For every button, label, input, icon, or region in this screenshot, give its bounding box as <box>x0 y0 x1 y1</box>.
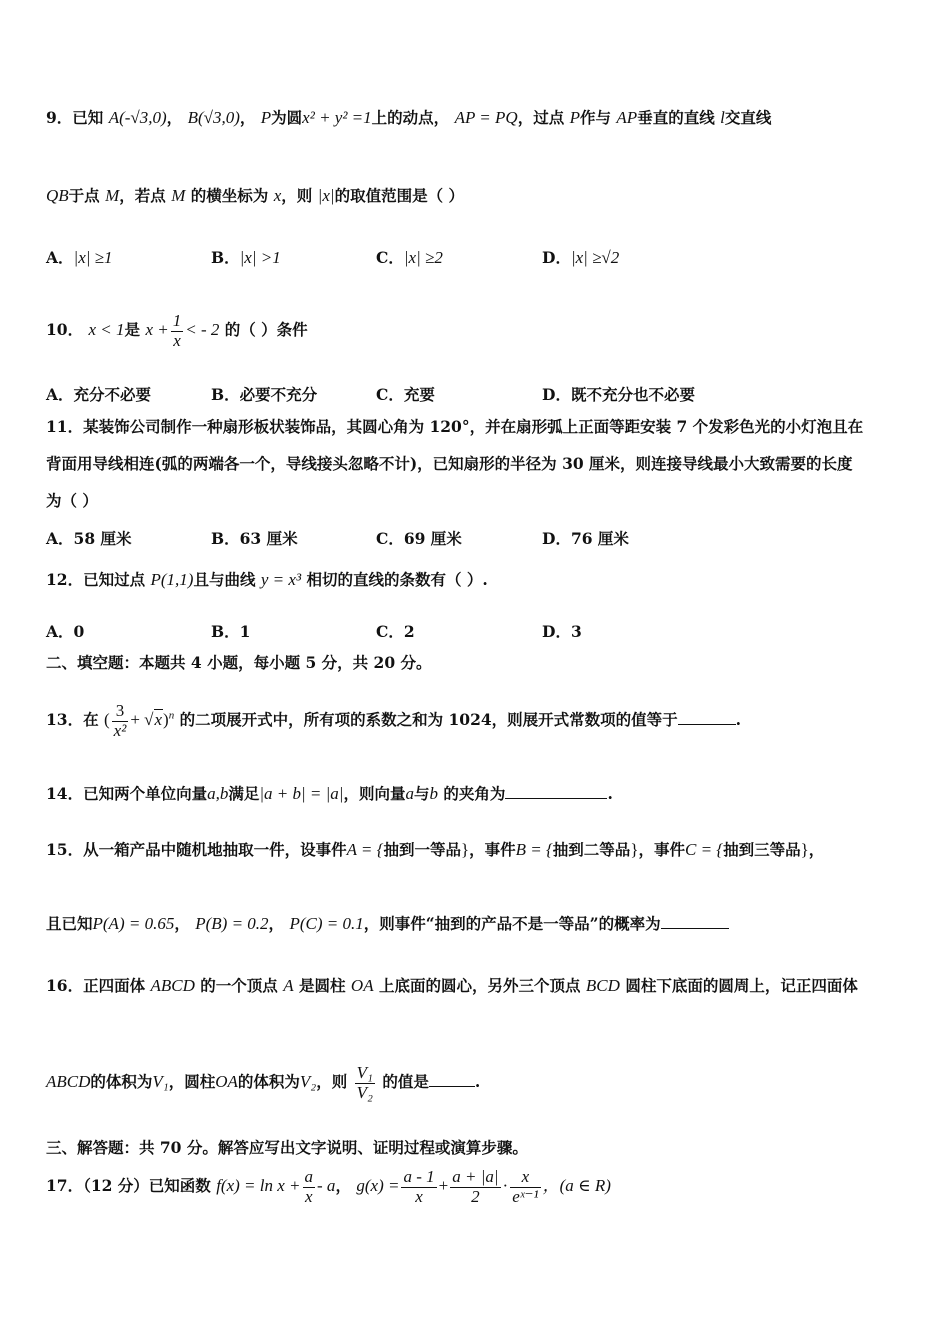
q9-moving: 上的动点， <box>371 108 450 127</box>
point-m-2: M <box>171 186 186 205</box>
q15-line1 <box>46 840 824 860</box>
q10-expr-left: x + <box>145 320 169 340</box>
q9-at-point: 于点 <box>68 186 100 205</box>
q12-point: P(1,1) <box>150 570 194 589</box>
option-label: D． <box>542 622 571 641</box>
event-c-text: 抽到三等品 <box>723 840 801 859</box>
q16-value: 的值是 <box>382 1072 429 1092</box>
event-a-text: 抽到一等品 <box>383 840 461 859</box>
q10-expr-right: < - 2 <box>185 320 220 340</box>
fraction-numerator: V₁ <box>356 1063 373 1082</box>
option-text: 充分不必要 <box>73 385 152 404</box>
tetrahedron-abcd-2: ABCD <box>46 1072 91 1092</box>
option-text: 必要不充分 <box>239 385 318 404</box>
option-label: C． <box>376 529 404 548</box>
option-label: D． <box>542 385 571 404</box>
fraction-denominator: x <box>415 1186 423 1206</box>
option-label: D． <box>542 529 571 548</box>
q16-lower: 圆柱下底面的圆周上，记正四面体 <box>625 976 858 995</box>
g-left: g(x) = <box>356 1176 400 1196</box>
q9-line1: 9．已知 A(-√3,0)， B(√3,0)， P为圆x² + y² =1上的动点， AP = PQ，过点 P作与 AP垂直的直线 l交直线 <box>46 108 772 127</box>
q9-option-c[interactable] <box>376 246 443 268</box>
q15-line2: 且已知P(A) = 0.65， P(B) = 0.2， P(C) = 0.1，则事件“抽到的产品不是一等品”的概率为 <box>46 914 729 934</box>
prob-c: P(C) = 0.1 <box>289 914 364 933</box>
fraction-numerator: a <box>304 1167 314 1186</box>
option-label: B． <box>211 248 240 267</box>
q17-comma: ， <box>335 1176 351 1196</box>
option-text: 63 厘米 <box>239 529 298 548</box>
plus-sign: + <box>438 1176 449 1196</box>
event-c: C = { <box>685 840 724 859</box>
q13-line <box>46 702 741 740</box>
q11-option-c[interactable] <box>376 527 462 549</box>
option-label: A． <box>46 248 74 267</box>
circle-equation: x² + y² =1 <box>302 108 372 127</box>
option-text: 69 厘米 <box>403 529 462 548</box>
q12-option-a[interactable] <box>46 620 84 642</box>
brace-close: } <box>630 840 639 859</box>
q16-number: 16．正四面体 <box>46 976 146 995</box>
line-l: l <box>720 108 725 127</box>
fraction-denominator: eˣ⁻¹ <box>512 1186 539 1206</box>
q16-answer-blank[interactable] <box>429 1072 475 1087</box>
q15-number: 15．从一箱产品中随机地抽取一件，设事件 <box>46 840 347 859</box>
option-label: A． <box>46 622 74 641</box>
q11-option-a[interactable] <box>46 527 132 549</box>
q14-then: ，则向量 <box>343 784 406 803</box>
q10-fraction <box>171 312 184 350</box>
q12-line <box>46 570 488 590</box>
g-fraction-1 <box>401 1168 436 1206</box>
q16-vertex: 的一个顶点 <box>200 976 278 995</box>
q10-is: 是 <box>124 320 141 340</box>
q10-option-a[interactable] <box>46 383 151 405</box>
q10-line <box>46 312 308 350</box>
q9-if-point: ，若点 <box>119 186 166 205</box>
option-label: B． <box>211 622 240 641</box>
point-p: P <box>260 108 272 127</box>
q16-cylinder: ，圆柱 <box>168 1072 216 1092</box>
fraction-numerator: 1 <box>172 311 182 330</box>
q11-line2: 背面用导线相连(弧的两端各一个，导线接头忽略不计)，已知扇形的半径为 30 厘米，则连接导线最小大致需要的长度 <box>46 454 853 473</box>
f-right: - a <box>317 1176 336 1196</box>
q9-range-of: 的取值范围是（ ） <box>334 186 464 205</box>
option-text: 76 厘米 <box>570 529 629 548</box>
option-label: C． <box>376 385 404 404</box>
section-3-heading: 三、解答题：共 70 分。解答应写出文字说明、证明过程或演算步骤。 <box>46 1138 528 1157</box>
option-label: B． <box>211 385 240 404</box>
f-fraction <box>303 1168 316 1206</box>
g-fraction-3 <box>510 1168 540 1206</box>
option-label: A． <box>46 385 74 404</box>
q9-intersect: 交直线 <box>724 108 772 127</box>
plus-sign: + <box>130 710 140 730</box>
q14-tail: 的夹角为 <box>443 784 506 803</box>
q16-vol-of: 的体积为 <box>90 1072 153 1092</box>
point-m: M <box>105 186 120 205</box>
q13-tail: 的二项展开式中，所有项的系数之和为 1024，则展开式常数项的值等于 <box>179 710 678 730</box>
event-b: B = { <box>515 840 553 859</box>
option-text: 3 <box>570 622 582 641</box>
q15-comma: ， <box>808 840 825 859</box>
section-2-heading: 二、填空题：本题共 4 小题，每小题 5 分，共 20 分。 <box>46 653 432 672</box>
volume-v1: V₁ <box>152 1072 169 1092</box>
q16-fraction <box>355 1064 375 1102</box>
q13-binomial: ( $\frac{3}{\text{x²}}$ + √x)$^n$ <box>103 701 175 740</box>
q9-perp-line: 垂直的直线 <box>637 108 715 127</box>
q15-event: ，事件 <box>469 840 516 859</box>
vector-a: a <box>405 784 414 803</box>
q10-option-d[interactable] <box>542 383 695 405</box>
cylinder-oa: OA <box>350 976 374 995</box>
brace-close: } <box>460 840 470 859</box>
q12-curve: y = x³ <box>260 570 302 589</box>
q16-end: . <box>474 1072 481 1092</box>
tetrahedron-abcd: ABCD <box>150 976 195 995</box>
option-text: 0 <box>73 622 85 641</box>
option-text: 充要 <box>403 385 435 404</box>
event-a: A = { <box>346 840 384 859</box>
option-label: C． <box>376 622 404 641</box>
fraction-denominator: x <box>304 1186 313 1206</box>
q15-line2-pre: 且已知 <box>46 914 93 933</box>
q14-condition: |a + b| = |a| <box>259 784 344 803</box>
option-label: B． <box>211 529 240 548</box>
vertices-bcd: BCD <box>585 976 620 995</box>
vector-b: b <box>429 784 439 803</box>
q16-is-cylinder: 是圆柱 <box>299 976 346 995</box>
fraction-denominator: x <box>173 330 181 350</box>
q16-vol-of-2: 的体积为 <box>237 1072 300 1092</box>
q9-option-b[interactable] <box>211 246 281 268</box>
q9-abscissa: 的横坐标为 <box>190 186 269 205</box>
prob-b: P(B) = 0.2 <box>195 914 269 933</box>
q14-number: 14．已知两个单位向量 <box>46 784 208 803</box>
q12-option-b[interactable] <box>211 620 250 642</box>
point-p-2: P <box>569 108 580 127</box>
q11-line1: 11．某装饰公司制作一种扇形板状装饰品，其圆心角为 120°，并在扇形弧上正面等距安装 7 个发彩色光的小灯泡且在 <box>46 417 864 436</box>
q11-option-b[interactable] <box>211 527 298 549</box>
var-x: x <box>273 186 282 205</box>
q16-line1 <box>46 976 858 996</box>
segment-ap: AP <box>616 108 638 127</box>
q9-number: 9．已知 <box>46 108 104 127</box>
power-n: n <box>168 709 175 722</box>
q10-option-b[interactable] <box>211 383 317 405</box>
option-text: |x| >1 <box>239 248 281 267</box>
dot-sign: · <box>502 1176 509 1196</box>
option-text: |x| ≥1 <box>73 248 113 267</box>
q14-end: . <box>607 784 613 803</box>
g-fraction-2 <box>450 1168 500 1206</box>
q9-circle-text: 为圆 <box>271 108 303 127</box>
option-text: 既不充分也不必要 <box>570 385 695 404</box>
point-a: A(-√3,0) <box>108 108 167 127</box>
sqrt-x: x <box>154 710 163 730</box>
option-text: |x| ≥√2 <box>570 248 620 267</box>
q14-and: 与 <box>414 784 430 803</box>
fraction-denominator: V₂ <box>356 1082 373 1102</box>
q15-line2-tail: ，则事件“抽到的产品不是一等品”的概率为 <box>363 914 661 933</box>
q10-condition: x < 1 <box>88 320 125 340</box>
q9-through: ，过点 <box>517 108 565 127</box>
q10-number: 10． <box>46 320 84 340</box>
q13-end: . <box>735 710 742 730</box>
fraction-numerator: a - 1 <box>403 1167 435 1186</box>
q9-line2 <box>46 186 464 206</box>
point-b: B(√3,0) <box>187 108 240 127</box>
option-label: A． <box>46 529 74 548</box>
q12-mid: 且与曲线 <box>193 570 256 589</box>
q17-number: 17．（12 分）已知函数 <box>46 1176 211 1196</box>
q14-line <box>46 784 613 804</box>
ap-pq-eq: AP = PQ <box>454 108 518 127</box>
option-text: 1 <box>239 622 251 641</box>
q9-option-d[interactable] <box>542 246 619 268</box>
brace-close: } <box>800 840 809 859</box>
fraction-numerator: x <box>510 1168 540 1188</box>
q10-option-c[interactable] <box>376 383 435 405</box>
q15-answer-blank[interactable] <box>661 914 729 929</box>
fraction-denominator: x² <box>113 720 127 740</box>
q16-upper: 上底面的圆心，另外三个顶点 <box>379 976 581 995</box>
q12-number: 12．已知过点 <box>46 570 146 589</box>
q12-option-c[interactable] <box>376 620 415 642</box>
option-label: D． <box>542 248 571 267</box>
vertex-a: A <box>283 976 294 995</box>
q11-line3: 为（ ） <box>46 491 98 510</box>
option-label: C． <box>376 248 404 267</box>
q13-answer-blank[interactable] <box>678 710 736 725</box>
option-text: 58 厘米 <box>73 529 132 548</box>
fraction-denominator: 2 <box>471 1186 480 1206</box>
q17-domain: ，(a ∈ R) <box>542 1176 611 1196</box>
volume-v2: V₂ <box>299 1072 317 1092</box>
prob-a: P(A) = 0.65 <box>92 914 175 933</box>
option-text: 2 <box>403 622 415 641</box>
q12-tail: 相切的直线的条数有（ ）. <box>306 570 488 589</box>
f-left: f(x) = ln x + <box>216 1176 301 1196</box>
q17-line <box>46 1168 611 1206</box>
q12-option-d[interactable] <box>542 620 582 642</box>
option-text: |x| ≥2 <box>403 248 443 267</box>
abs-x: |x| <box>317 186 335 205</box>
fraction-numerator: a + |a| <box>452 1167 499 1186</box>
q14-satisfy: 满足 <box>228 784 260 803</box>
q15-event-2: ，事件 <box>638 840 685 859</box>
q13-number: 13．在 <box>46 710 99 730</box>
q16-line2 <box>46 1064 480 1102</box>
q16-then: ，则 <box>316 1072 348 1092</box>
event-b-text: 抽到二等品 <box>552 840 631 859</box>
q9-then: ，则 <box>281 186 313 205</box>
q9-option-a[interactable] <box>46 246 113 268</box>
q9-makeperp: 作与 <box>580 108 612 127</box>
fraction-numerator: 3 <box>112 702 129 722</box>
q14-answer-blank[interactable] <box>505 784 607 799</box>
vectors-ab: a,b <box>207 784 229 803</box>
q11-option-d[interactable] <box>542 527 629 549</box>
cylinder-oa-2: OA <box>215 1072 238 1092</box>
q10-tail: 的（ ）条件 <box>224 320 308 340</box>
line-qb: QB <box>46 186 69 205</box>
